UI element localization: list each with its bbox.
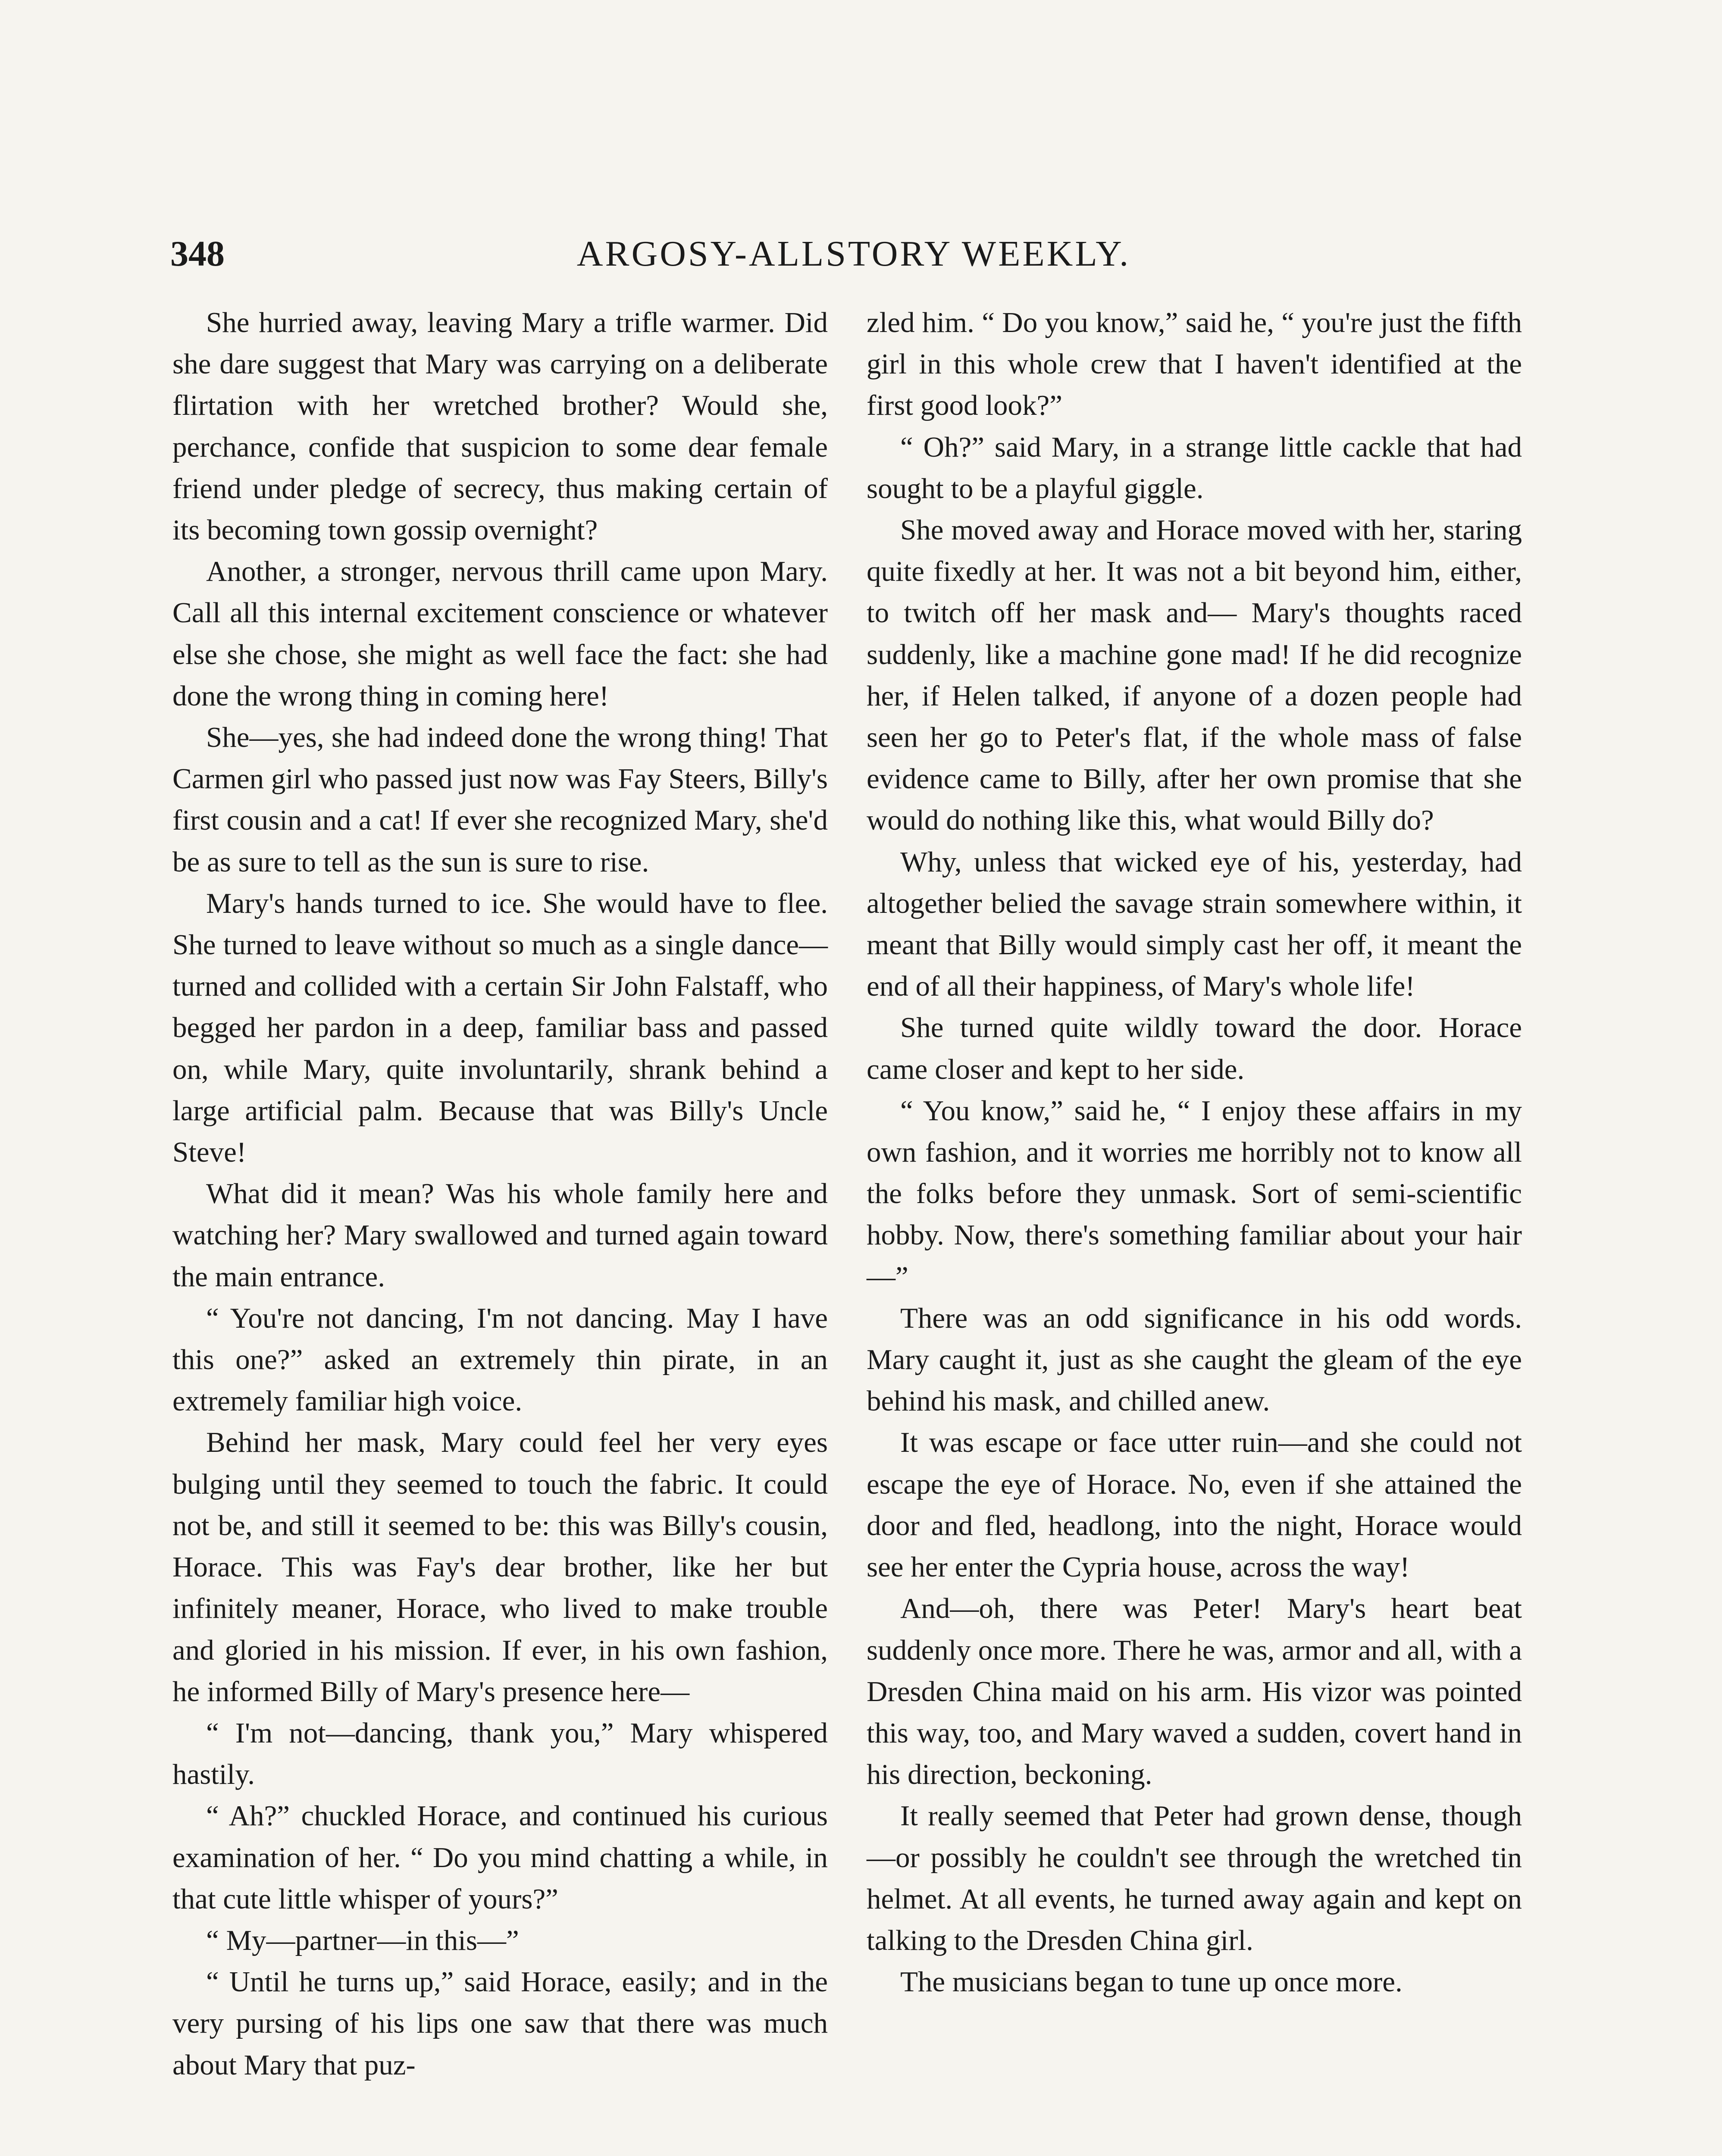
paragraph: “ I'm not—dancing, thank you,” Mary whispered hastily. xyxy=(172,1717,828,1791)
right-column xyxy=(867,302,1522,2002)
page-number: 348 xyxy=(170,234,225,274)
paragraph: There was an odd significance in his odd words. Mary caught it, just as she caught the gleam of the eye behind his mask, and chilled anew. xyxy=(867,1302,1522,1417)
paragraph: “ You're not dancing, I'm not dancing. May I have this one?” asked an extremely thin pirate, in an extremely familiar high voice. xyxy=(172,1302,828,1417)
paragraph: What did it mean? Was his whole family here and watching her? Mary swallowed and turned again toward the main entrance. xyxy=(172,1178,828,1293)
paragraph: She turned quite wildly toward the door. Horace came closer and kept to her side. xyxy=(867,1012,1522,1085)
running-title: ARGOSY-ALLSTORY WEEKLY. xyxy=(576,234,1131,274)
continued-paragraph: zled him. “ Do you know,” said he, “ you're just the fifth girl in this whole crew that I haven't identified at the first good look?” xyxy=(867,307,1522,422)
paragraph: “ Until he turns up,” said Horace, easily; and in the very pursing of his lips one saw that there was much about Mary that puz- xyxy=(172,1966,828,2081)
paragraph: She—yes, she had indeed done the wrong thing! That Carmen girl who passed just now was Fay Steers, Billy's first cousin and a cat! If ever she recognized Mary, she'd be as sure to tell as the sun is sure to rise. xyxy=(172,721,828,878)
paragraph: It was escape or face utter ruin—and she could not escape the eye of Horace. No, even if she attained the door and fled, headlong, into the night, Horace would see her enter the Cypria house, across the way! xyxy=(867,1426,1522,1583)
paragraph: The musicians began to tune up once more. xyxy=(900,1966,1403,1998)
paragraph: “ Oh?” said Mary, in a strange little cackle that had sought to be a playful giggle. xyxy=(867,431,1522,505)
paragraph: It really seemed that Peter had grown dense, though—or possibly he couldn't see through the wretched tin helmet. At all events, he turned away again and kept on talking to the Dresden China girl. xyxy=(867,1800,1522,1956)
paragraph: “ You know,” said he, “ I enjoy these affairs in my own fashion, and it worries me horribly not to know all the folks before they unmask. Sort of semi-scientific hobby. Now, there's something familiar about your hair—” xyxy=(867,1094,1522,1293)
left-column xyxy=(172,302,828,2086)
paragraph: Behind her mask, Mary could feel her very eyes bulging until they seemed to touch the fabric. It could not be, and still it seemed to be: this was Billy's cousin, Horace. This was Fay's dear brother, like her but infinitely meaner, Horace, who lived to make trouble and gloried in his mission. If ever, in his own fashion, he informed Billy of Mary's presence here— xyxy=(172,1426,828,1708)
paragraph: She moved away and Horace moved with her, staring quite fixedly at her. It was not a bit beyond him, either, to twitch off her mask and— Mary's thoughts raced suddenly, like a machine gone mad! If he did recognize her, if Helen talked, if anyone of a dozen people had seen her go to Peter's flat, if the whole mass of false evidence came to Billy, after her own promise that she would do nothing like this, what would Billy do? xyxy=(867,514,1522,837)
paragraph: “ My—partner—in this—” xyxy=(206,1924,519,1956)
paragraph: Mary's hands turned to ice. She would have to flee. She turned to leave without so much as a single dance—turned and collided with a certain Sir John Falstaff, who begged her pardon in a deep, familiar bass and passed on, while Mary, quite involuntarily, shrank behind a large artificial palm. Because that was Billy's Uncle Steve! xyxy=(172,887,828,1169)
paragraph: She hurried away, leaving Mary a trifle warmer. Did she dare suggest that Mary was carrying on a deliberate flirtation with her wretched brother? Would she, perchance, confide that suspicion to some dear female friend under pledge of secrecy, thus making certain of its becoming town gossip overnight? xyxy=(172,307,828,546)
paragraph: And—oh, there was Peter! Mary's heart beat suddenly once more. There he was, armor and all, with a Dresden China maid on his arm. His vizor was pointed this way, too, and Mary waved a sudden, covert hand in his direction, beckoning. xyxy=(867,1592,1522,1791)
paragraph: “ Ah?” chuckled Horace, and continued his curious examination of her. “ Do you mind chatting a while, in that cute little whisper of yours?” xyxy=(172,1800,828,1915)
paragraph: Why, unless that wicked eye of his, yesterday, had altogether belied the savage strain somewhere within, it meant that Billy would simply cast her off, it meant the end of all their happiness, of Mary's whole life! xyxy=(867,846,1522,1003)
paragraph: Another, a stronger, nervous thrill came upon Mary. Call all this internal excitement conscience or whatever else she chose, she might as well face the fact: she had done the wrong thing in coming here! xyxy=(172,555,828,712)
page-header xyxy=(170,233,1537,280)
